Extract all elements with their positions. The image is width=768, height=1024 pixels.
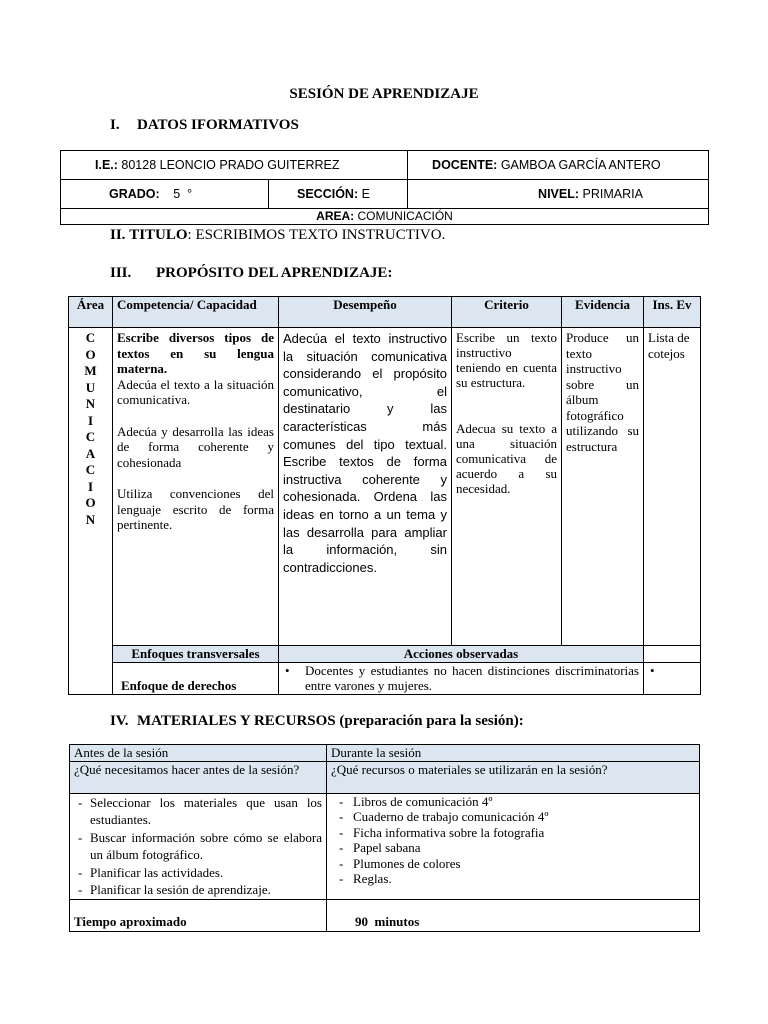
- area-letter: C: [85, 330, 96, 345]
- header-competencia: Competencia/ Capacidad: [113, 297, 279, 328]
- seccion-cell: [269, 180, 408, 209]
- durante-question: ¿Qué recursos o materiales se utilizarán en la sesión?: [327, 761, 700, 793]
- area-cell: [61, 209, 709, 225]
- durante-header: Durante la sesión: [327, 745, 700, 762]
- capacidad-1: Adecúa el texto a la situación comunicativa.: [117, 376, 274, 407]
- ie-cell: [61, 151, 408, 180]
- section-2-value: : ESCRIBIMOS TEXTO INSTRUCTIVO.: [187, 227, 446, 243]
- list-item: - Seleccionar los materiales que usan los estudiantes.: [74, 794, 322, 829]
- accion-text: Docentes y estudiantes no hacen distinciones discriminatorias entre varones y mujeres.: [305, 662, 639, 693]
- list-item: - Planificar las actividades.: [74, 864, 322, 882]
- section-1-title: DATOS IFORMATIVOS: [137, 117, 299, 133]
- section-1-heading: [110, 117, 299, 134]
- enfoques-header: Enfoques transversales: [113, 646, 279, 663]
- competencia-title: Escribe diversos tipos de textos en su lengua materna.: [117, 330, 274, 376]
- materiales-table: [69, 744, 700, 932]
- criterio-1: Escribe un texto instructivo teniendo en cuenta su estructura.: [456, 330, 557, 390]
- section-4-number: IV.: [110, 713, 129, 729]
- list-item: - Plumones de colores: [335, 856, 695, 872]
- area-value: COMUNICACIÓN: [357, 209, 453, 223]
- page-title: SESIÓN DE APRENDIZAJE: [289, 86, 479, 102]
- evidencia-cell: Produce un texto instructivo sobre un álbum fotográfico utilizando su estructura: [562, 328, 644, 646]
- bullet-icon: •: [650, 662, 655, 678]
- antes-list: [74, 794, 322, 899]
- antes-header: Antes de la sesión: [70, 745, 327, 762]
- area-letter: N: [85, 511, 96, 527]
- header-criterio: Criterio: [452, 297, 562, 328]
- datos-table: [60, 150, 709, 225]
- section-2-number: II.: [110, 227, 126, 243]
- section-3-number: III.: [110, 265, 132, 281]
- area-letters: [73, 330, 108, 528]
- accion-extra-cell: [644, 662, 701, 694]
- ie-value: 80128 LEONCIO PRADO GUITERREZ: [121, 158, 340, 172]
- area-letter: A: [85, 445, 96, 461]
- area-letter: I: [87, 412, 94, 428]
- list-item: - Buscar información sobre cómo se elabora un álbum fotográfico.: [74, 829, 322, 864]
- seccion-value: E: [361, 187, 370, 201]
- section-2-label: TITULO: [129, 227, 188, 243]
- grado-value: 5 °: [173, 187, 193, 201]
- seccion-label: SECCIÓN:: [297, 187, 359, 201]
- list-item: - Cuaderno de trabajo comunicación 4º: [335, 809, 695, 825]
- area-letter: O: [85, 495, 96, 510]
- area-letter: M: [84, 363, 97, 378]
- header-evidencia: Evidencia: [562, 297, 644, 328]
- nivel-label: NIVEL:: [538, 187, 580, 201]
- capacidad-3: Utiliza convenciones del lenguaje escrito de forma pertinente.: [117, 486, 274, 532]
- list-item: - Reglas.: [335, 871, 695, 887]
- area-letter: N: [85, 396, 96, 411]
- criterio-2: Adecua su texto a una situación comunicativa de acuerdo a su necesidad.: [456, 421, 557, 496]
- docente-cell: [408, 151, 709, 180]
- bullet-icon: •: [285, 662, 290, 678]
- header-desempeno: Desempeño: [279, 297, 452, 328]
- durante-list-cell: [327, 793, 700, 899]
- antes-list-cell: [70, 793, 327, 899]
- area-letter: O: [85, 346, 96, 362]
- instrumento-cell: Lista de cotejos: [644, 328, 701, 646]
- durante-list: [335, 794, 695, 887]
- section-4-heading: [110, 713, 524, 730]
- ie-label: I.E.:: [95, 158, 118, 172]
- proposito-table: [68, 296, 701, 695]
- grado-label: GRADO:: [109, 187, 160, 201]
- section-2-heading: [110, 227, 445, 244]
- accion-cell: [279, 662, 644, 694]
- header-area: Área: [69, 297, 113, 328]
- header-ins: Ins. Ev: [644, 297, 701, 328]
- area-letter: U: [85, 379, 96, 395]
- nivel-value: PRIMARIA: [582, 187, 643, 201]
- list-item: - Papel sabana: [335, 840, 695, 856]
- area-vertical-cell: [69, 328, 113, 695]
- area-letter: I: [87, 478, 94, 494]
- criterio-cell: [452, 328, 562, 646]
- docente-label: DOCENTE:: [432, 158, 498, 172]
- capacidad-2: Adecúa y desarrolla las ideas de forma coherente y cohesionada: [117, 423, 274, 470]
- enfoque-cell: [113, 662, 279, 694]
- section-3-heading: [110, 265, 392, 282]
- area-letter: C: [85, 462, 96, 477]
- competencia-cell: [113, 328, 279, 646]
- list-item: - Ficha informativa sobre la fotografia: [335, 825, 695, 841]
- nivel-cell: [408, 180, 709, 209]
- list-item: - Libros de comunicación 4º: [335, 794, 695, 810]
- area-label: AREA:: [316, 209, 355, 223]
- section-1-number: I.: [110, 117, 120, 133]
- section-4-title: MATERIALES Y RECURSOS (preparación para la sesión):: [137, 713, 524, 729]
- list-item: - Planificar la sesión de aprendizaje.: [74, 881, 322, 899]
- acciones-header: Acciones observadas: [279, 646, 644, 663]
- docente-value: GAMBOA GARCÍA ANTERO: [500, 158, 661, 172]
- enfoque-derechos: Enfoque de derechos: [121, 678, 237, 693]
- grado-cell: [61, 180, 269, 209]
- acciones-header-extra: [644, 646, 701, 663]
- tiempo-value: 90 minutos: [327, 899, 700, 931]
- area-letter: C: [85, 429, 96, 444]
- section-3-title: PROPÓSITO DEL APRENDIZAJE:: [156, 265, 393, 281]
- desempeno-cell: Adecúa el texto instructivo la situación comunicativa considerando el propósito comunicativo, el destinatario y las características más comunes del tipo textual. Escribe textos de forma instructiva coherente y cohesionada. Ordena las ideas en torno a un tema y las desarrolla para ampliar la información, sin contradicciones.: [279, 328, 452, 646]
- antes-question: ¿Qué necesitamos hacer antes de la sesión?: [70, 761, 327, 793]
- tiempo-label: Tiempo aproximado: [70, 899, 327, 931]
